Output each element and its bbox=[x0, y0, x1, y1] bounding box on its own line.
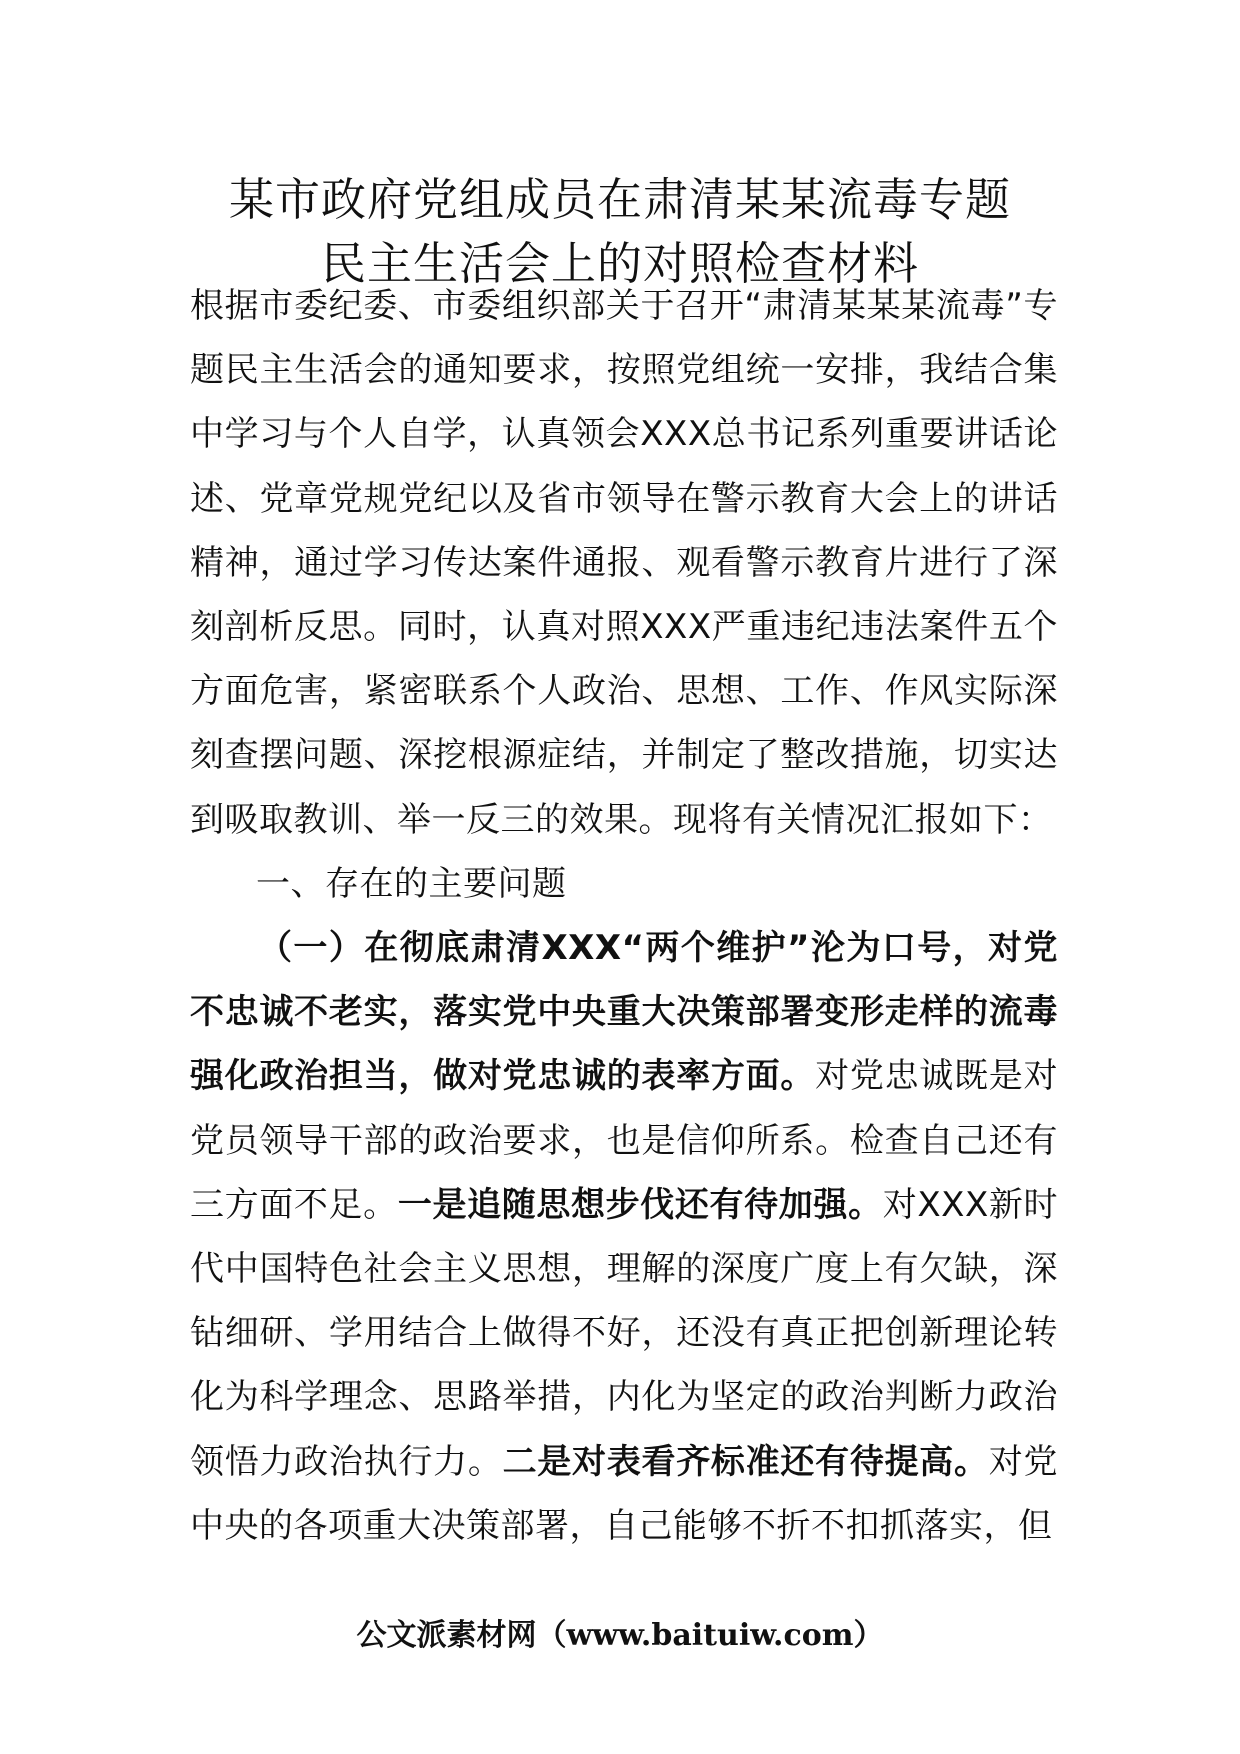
subsection-heading: （一）在彻底肃清XXX“两个维护”沦为口号，对党不忠诚不老实，落实党中央重大决策部署变形走样的流毒强化政治担当，做对党忠诚的表率方面。 bbox=[190, 928, 1058, 1097]
document-title-line-2: 民主生活会上的对照检查材料 bbox=[320, 237, 919, 290]
subsection-text: 对党忠诚既是对党员领导干部的政治要求，也是信仰所系。检查自己还有三方面不足。 bbox=[190, 1056, 1058, 1225]
footer-watermark: 公文派素材网（www.baituiw.com） bbox=[356, 1618, 884, 1653]
section-heading: 一、存在的主要问题 bbox=[256, 863, 567, 904]
point-1-text: 对XXX新时代中国特色社会主义思想，理解的深度广度上有欠缺，深钻细研、学用结合上做得不好，还没有真正把创新理论转化为科学理念、思路举措，内化为坚定的政治判断力政治领悟力政治执行力。 bbox=[190, 1184, 1059, 1482]
subsection-paragraph bbox=[190, 916, 1058, 1558]
point-2-heading: 二是对表看齐标准还有待提高。 bbox=[502, 1441, 989, 1482]
document-title-line-1: 某市政府党组成员在肃清某某流毒专题 bbox=[228, 173, 1011, 226]
intro-paragraph: 根据市委纪委、市委组织部关于召开“肃清某某某流毒”专题民主生活会的通知要求，按照党组统一安排，我结合集中学习与个人自学，认真领会XXX总书记系列重要讲话论述、党章党规党纪以及省市领导在警示教育大会上的讲话精神，通过学习传达案件通报、观看警示教育片进行了深刻剖析反思。同时，认真对照XXX严重违纪违法案件五个方面危害，紧密联系个人政治、思想、工作、作风实际深刻查摆问题、深挖根源症结，并制定了整改措施，切实达到吸取教训、举一反三的效果。现将有关情况汇报如下： bbox=[190, 286, 1058, 840]
document-body bbox=[190, 274, 1058, 1558]
point-2-text: 对党中央的各项重大决策部署，自己能够不折不扣抓落实，但 bbox=[190, 1441, 1059, 1546]
point-1-heading: 一是追随思想步伐还有待加强。 bbox=[397, 1184, 883, 1225]
